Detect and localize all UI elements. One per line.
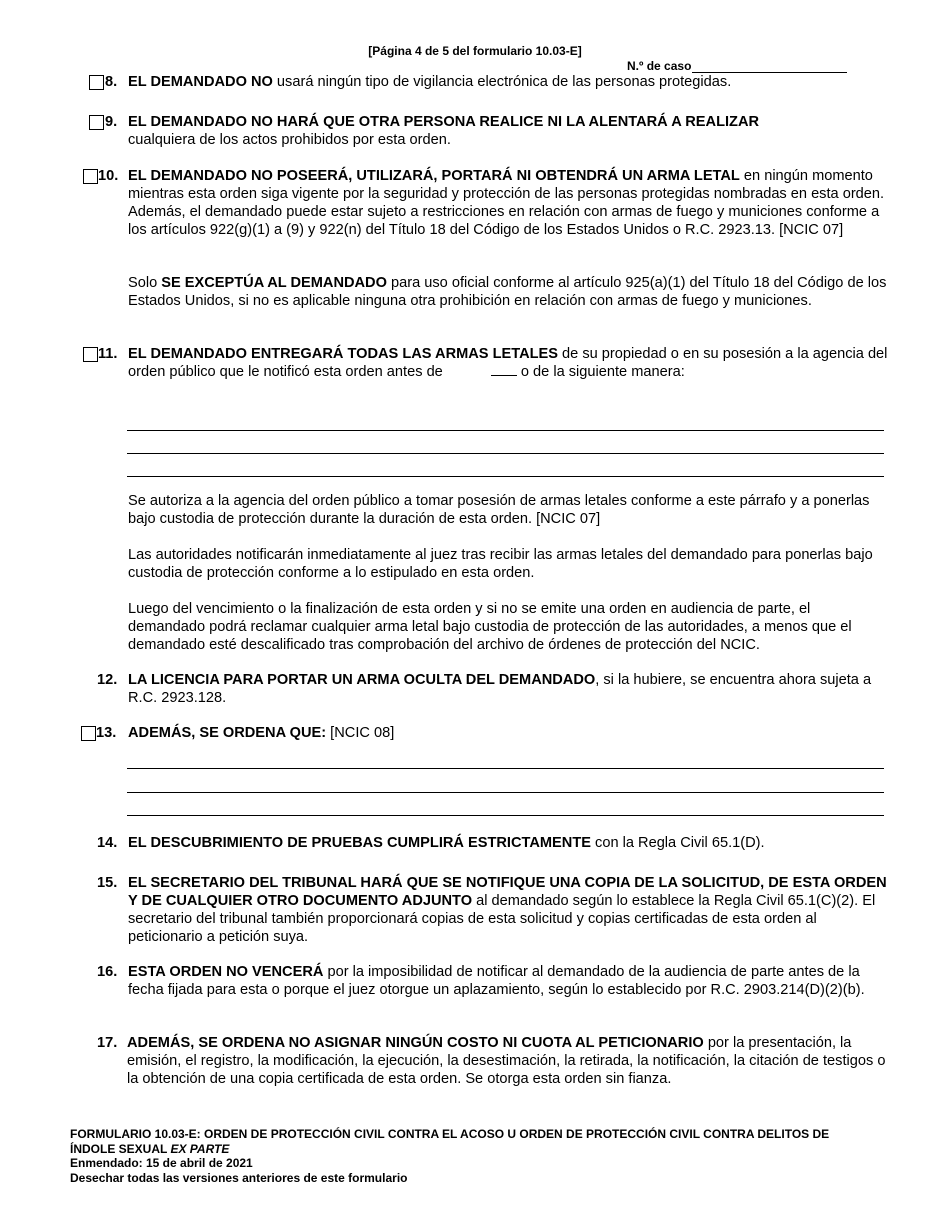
item-8 xyxy=(0,73,950,93)
item-11-line-3[interactable] xyxy=(127,476,884,477)
item-10-rest: en ningún momento mientras esta orden siga vigente por la seguridad y protección de las personas protegidas nombradas en esta orden. Además, el demandado puede estar sujeto a restricciones en relación con armas de fuego y municiones conforme a los artículos 922(g)(1) a (9) y 922(n) del Título 18 del Código de los Estados Unidos o R.C. 2923.13. [NCIC 07] xyxy=(128,168,885,238)
item-10-exception xyxy=(128,274,888,310)
item-9-checkbox[interactable] xyxy=(89,115,104,130)
item-12-rest: , si la hubiere, se encuentra ahora sujeta a R.C. 2923.128. xyxy=(128,672,872,706)
item-12-bold: LA LICENCIA PARA PORTAR UN ARMA OCULTA DEL DEMANDADO xyxy=(128,672,596,688)
item-15-number: 15. xyxy=(97,875,118,891)
item-11 xyxy=(0,345,950,385)
item-9-text xyxy=(128,113,888,149)
case-number-blank[interactable] xyxy=(692,61,847,73)
item-9-bold: EL DEMANDADO NO HARÁ QUE OTRA PERSONA REALICE NI LA ALENTARÁ A REALIZAR xyxy=(128,114,760,130)
item-11-number: 11. xyxy=(98,346,118,362)
form-footer xyxy=(70,1127,870,1185)
item-10-text xyxy=(128,167,888,239)
item-14-rest: con la Regla Civil 65.1(D). xyxy=(590,835,765,851)
item-16-text xyxy=(128,963,888,999)
item-11-line-2[interactable] xyxy=(127,453,884,454)
item-10-checkbox[interactable] xyxy=(83,169,98,184)
item-8-number: 8. xyxy=(105,74,118,90)
item-11-rest-after: o de la siguiente manera: xyxy=(516,364,685,380)
item-14-text xyxy=(128,834,888,852)
item-15-bold: EL SECRETARIO DEL TRIBUNAL HARÁ QUE SE NOTIFIQUE UNA COPIA DE LA SOLICITUD, DE ESTA ORDEN Y DE CUALQUIER OTRO DOCUMENTO ADJUNTO xyxy=(128,875,887,909)
item-14 xyxy=(0,834,950,854)
item-13-number: 13. xyxy=(96,725,117,741)
item-10-exception-pre: Solo xyxy=(128,275,162,291)
case-number-field xyxy=(627,59,867,73)
footer-title-text: FORMULARIO 10.03-E: ORDEN DE PROTECCIÓN CIVIL CONTRA EL ACOSO U ORDEN DE PROTECCIÓN CIVIL CONTRA DELITOS DE ÍNDOLE SEXUAL xyxy=(70,1127,830,1156)
item-14-number: 14. xyxy=(97,835,118,851)
item-16-bold: ESTA ORDEN NO VENCERÁ xyxy=(128,964,324,980)
item-15 xyxy=(0,874,950,948)
item-13-rest: [NCIC 08] xyxy=(326,725,395,741)
item-10-exception-rest: para uso oficial conforme al artículo 925(a)(1) del Título 18 del Código de los Estados Unidos, si no es aplicable ninguna otra prohibición en relación con armas de fuego y municiones. xyxy=(128,275,887,309)
item-13-line-2[interactable] xyxy=(127,792,884,793)
item-16-number: 16. xyxy=(97,964,118,980)
item-11-bold: EL DEMANDADO ENTREGARÁ TODAS LAS ARMAS LETALES xyxy=(128,346,558,362)
item-13-text xyxy=(128,724,888,742)
item-8-bold: EL DEMANDADO NO xyxy=(128,74,273,90)
page-header: [Página 4 de 5 del formulario 10.03-E] xyxy=(368,44,582,58)
item-12-number: 12. xyxy=(97,672,118,688)
item-8-text xyxy=(128,73,888,91)
item-10-bold: EL DEMANDADO NO POSEERÁ, UTILIZARÁ, PORTARÁ NI OBTENDRÁ UN ARMA LETAL xyxy=(128,168,740,184)
item-11-line-1[interactable] xyxy=(127,430,884,431)
item-11-text xyxy=(128,345,888,381)
item-9 xyxy=(0,113,950,153)
item-10-exception-bold: SE EXCEPTÚA AL DEMANDADO xyxy=(161,275,387,291)
item-11-rest: de su propiedad o en su posesión a la agencia del orden público que le notificó esta orden antes de xyxy=(128,346,888,380)
item-14-bold: EL DESCUBRIMIENTO DE PRUEBAS CUMPLIRÁ ESTRICTAMENTE xyxy=(128,835,591,851)
item-9-number: 9. xyxy=(105,114,118,130)
item-11-paragraph-1: Se autoriza a la agencia del orden público a tomar posesión de armas letales conforme a este párrafo y a ponerlas bajo custodia de protección durante la duración de esta orden. [NCIC 07] xyxy=(128,493,870,527)
case-number-label: N.º de caso xyxy=(627,59,692,73)
footer-title xyxy=(70,1127,870,1156)
item-8-checkbox[interactable] xyxy=(89,75,104,90)
item-13-checkbox[interactable] xyxy=(81,726,96,741)
item-17-text xyxy=(127,1034,887,1088)
item-11-paragraph-3: Luego del vencimiento o la finalización de esta orden y si no se emite una orden en audiencia de parte, el demandado podrá reclamar cualquier arma letal bajo custodia de protección de las autoridades, a menos que el demandado esté descalificado tras comprobación del archivo de órdenes de protección del NCIC. xyxy=(128,601,852,653)
item-9-rest: cualquiera de los actos prohibidos por esta orden. xyxy=(128,132,451,148)
item-12 xyxy=(0,671,950,711)
item-10-number: 10. xyxy=(98,168,119,184)
item-12-text xyxy=(128,671,888,707)
item-17 xyxy=(0,1034,950,1108)
item-16-rest: por la imposibilidad de notificar al demandado de la audiencia de parte antes de la fecha fijada para esta o porque el juez otorgue un aplazamiento, según lo establecido por R.C. 2903.214(D)(2)(b). xyxy=(128,964,865,998)
item-11-checkbox[interactable] xyxy=(83,347,98,362)
item-13-line-1[interactable] xyxy=(127,768,884,769)
item-11-date-blank[interactable] xyxy=(491,363,517,376)
footer-amended: Enmendado: 15 de abril de 2021 xyxy=(70,1156,253,1170)
footer-title-italic: EX PARTE xyxy=(170,1141,230,1156)
item-11-paragraph-2: Las autoridades notificarán inmediatamente al juez tras recibir las armas letales del demandado para ponerlas bajo custodia de protección conforme a lo estipulado en esta orden. xyxy=(128,547,873,581)
item-13-line-3[interactable] xyxy=(127,815,884,816)
item-17-bold: ADEMÁS, SE ORDENA NO ASIGNAR NINGÚN COSTO NI CUOTA AL PETICIONARIO xyxy=(127,1035,704,1051)
item-16 xyxy=(0,963,950,1019)
item-8-rest: usará ningún tipo de vigilancia electrónica de las personas protegidas. xyxy=(272,74,732,90)
item-13 xyxy=(0,724,950,744)
item-17-number: 17. xyxy=(97,1035,118,1051)
item-10 xyxy=(0,167,950,259)
footer-discard-note: Desechar todas las versiones anteriores de este formulario xyxy=(70,1170,408,1185)
item-13-bold: ADEMÁS, SE ORDENA QUE: xyxy=(128,725,327,741)
item-15-text xyxy=(128,874,888,946)
item-17-rest: por la presentación, la emisión, el registro, la modificación, la ejecución, la desestimación, la retirada, la notificación, la citación de testigos o la obtención de una copia certificada de esta orden. Se otorga esta orden sin fianza. xyxy=(127,1035,886,1087)
item-15-rest: al demandado según lo establece la Regla Civil 65.1(C)(2). El secretario del tribunal también proporcionará copias de esta solicitud y copias certificadas de esta orden al peticionario a petición suya. xyxy=(128,893,876,945)
